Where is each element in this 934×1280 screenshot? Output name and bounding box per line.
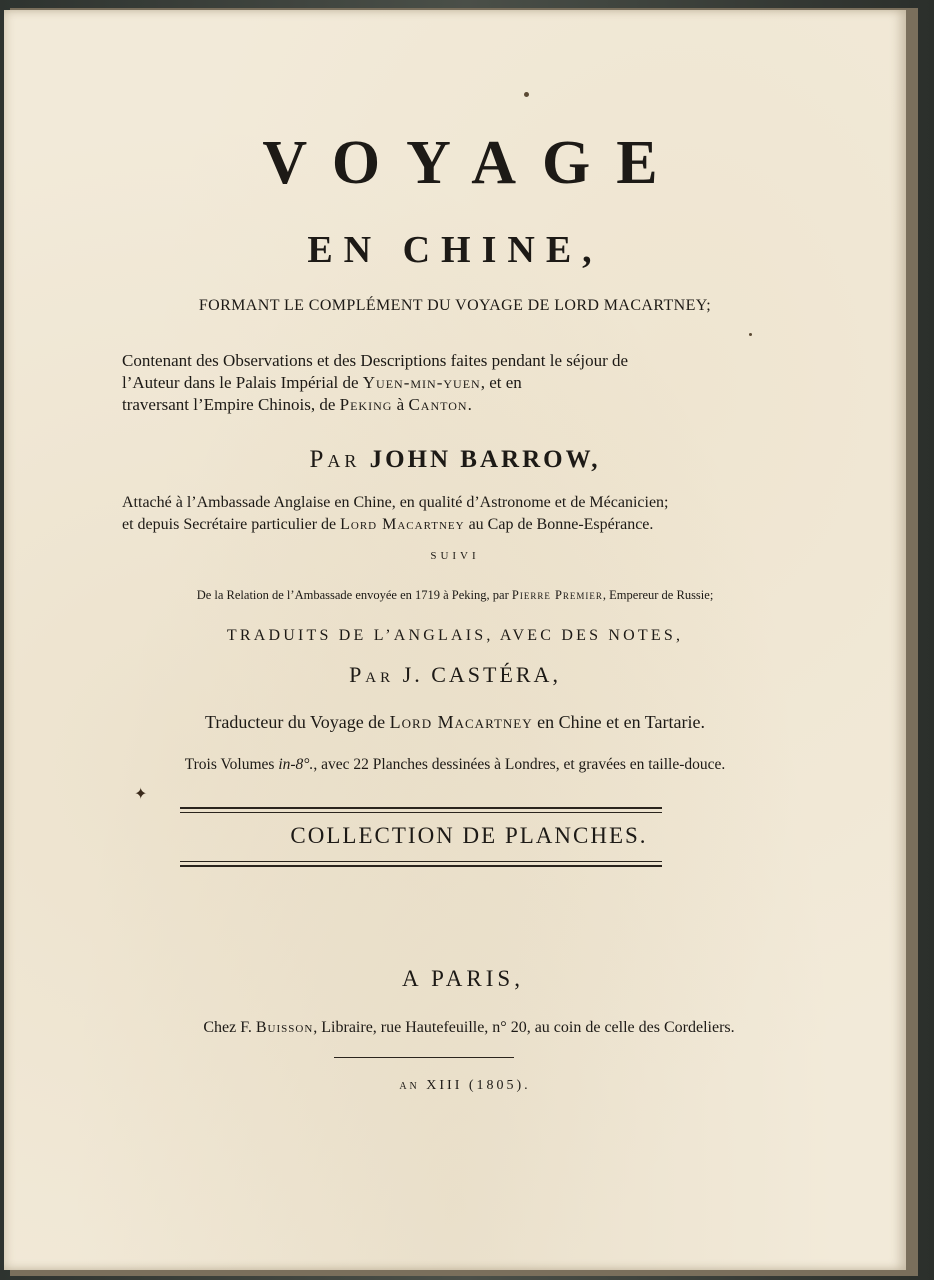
translated-line: TRADUITS DE L’ANGLAIS, AVEC DES NOTES, xyxy=(226,627,684,644)
city-name: Canton xyxy=(408,395,468,414)
translator-line xyxy=(4,662,906,688)
place-of-publication: A PARIS, xyxy=(402,966,524,991)
translator-text: en Chine et en Tartarie. xyxy=(532,712,705,732)
divider-rule xyxy=(180,812,662,813)
par-word: Par xyxy=(349,662,395,687)
divider-rule xyxy=(180,807,662,809)
suivi-label: SUIVI xyxy=(430,550,480,562)
city-name: Peking xyxy=(339,395,393,414)
foxing-spot xyxy=(524,92,529,97)
ink-mark: ✦ xyxy=(134,786,148,803)
relation-text: De la Relation de l’Ambassade envoyée en 1719 à Peking, par xyxy=(196,588,512,602)
date-prefix: an xyxy=(399,1078,420,1093)
lord-name: Lord Macartney xyxy=(389,712,533,732)
contents-text: à xyxy=(392,395,409,414)
credentials-text: et depuis Secrétaire particulier de xyxy=(122,516,341,533)
publisher-text: Chez F. xyxy=(203,1019,256,1036)
relation-line xyxy=(4,588,906,603)
collection-heading: COLLECTION DE PLANCHES. xyxy=(290,823,648,848)
divider-rule xyxy=(334,1057,514,1058)
volumes-text: , avec 22 Planches dessinées à Londres, et gravées en taille-douce. xyxy=(313,756,726,773)
volumes-text: Trois Volumes xyxy=(184,756,279,773)
relation-text: , Empereur de Russie; xyxy=(602,588,714,602)
contents-line-3 xyxy=(104,394,754,416)
publication-date xyxy=(4,1078,916,1094)
emperor-name: Pierre Premier xyxy=(511,588,603,602)
contents-text: . xyxy=(467,395,472,414)
divider-rule xyxy=(180,865,662,867)
translator-text: Traducteur du Voyage de xyxy=(205,712,390,732)
contents-text: traversant l’Empire Chinois, de xyxy=(122,395,340,414)
translator-name: J. CASTÉRA, xyxy=(402,662,561,687)
divider-rule xyxy=(180,861,662,862)
lord-name: Lord Macartney xyxy=(340,516,465,533)
contents-line-1: Contenant des Observations et des Descriptions faites pendant le séjour de xyxy=(122,351,629,370)
contents-text: , et en xyxy=(480,373,522,392)
author-line xyxy=(4,446,906,474)
publisher-name: Buisson xyxy=(255,1019,314,1036)
book-subtitle: EN CHINE, xyxy=(307,229,603,271)
publisher-line xyxy=(4,1019,920,1037)
contents-text: l’Auteur dans le Palais Impérial de xyxy=(122,373,363,392)
palace-name: Yuen-min-yuen xyxy=(362,373,481,392)
par-word: Par xyxy=(309,446,361,473)
volumes-line xyxy=(4,756,906,774)
author-credentials xyxy=(104,492,764,536)
credentials-line-2 xyxy=(104,514,764,536)
author-name: JOHN BARROW, xyxy=(369,446,601,473)
credentials-line-1: Attaché à l’Ambassade Anglaise en Chine, en qualité d’Astronome et de Mécanicien; xyxy=(122,494,669,511)
formant-line: FORMANT LE COMPLÉMENT DU VOYAGE DE LORD MACARTNEY; xyxy=(198,297,712,314)
format-text: in-8°. xyxy=(278,756,314,773)
title-page xyxy=(4,10,906,1270)
book-title: VOYAGE xyxy=(262,129,684,197)
foxing-spot xyxy=(749,333,752,336)
translator-credentials xyxy=(4,712,906,733)
contents-line-2 xyxy=(104,372,754,394)
publisher-text: , Libraire, rue Hautefeuille, n° 20, au coin de celle des Cordeliers. xyxy=(313,1019,735,1036)
contents-description xyxy=(104,350,754,416)
credentials-text: au Cap de Bonne-Espérance. xyxy=(464,516,654,533)
date-year: XIII (1805). xyxy=(419,1078,531,1093)
